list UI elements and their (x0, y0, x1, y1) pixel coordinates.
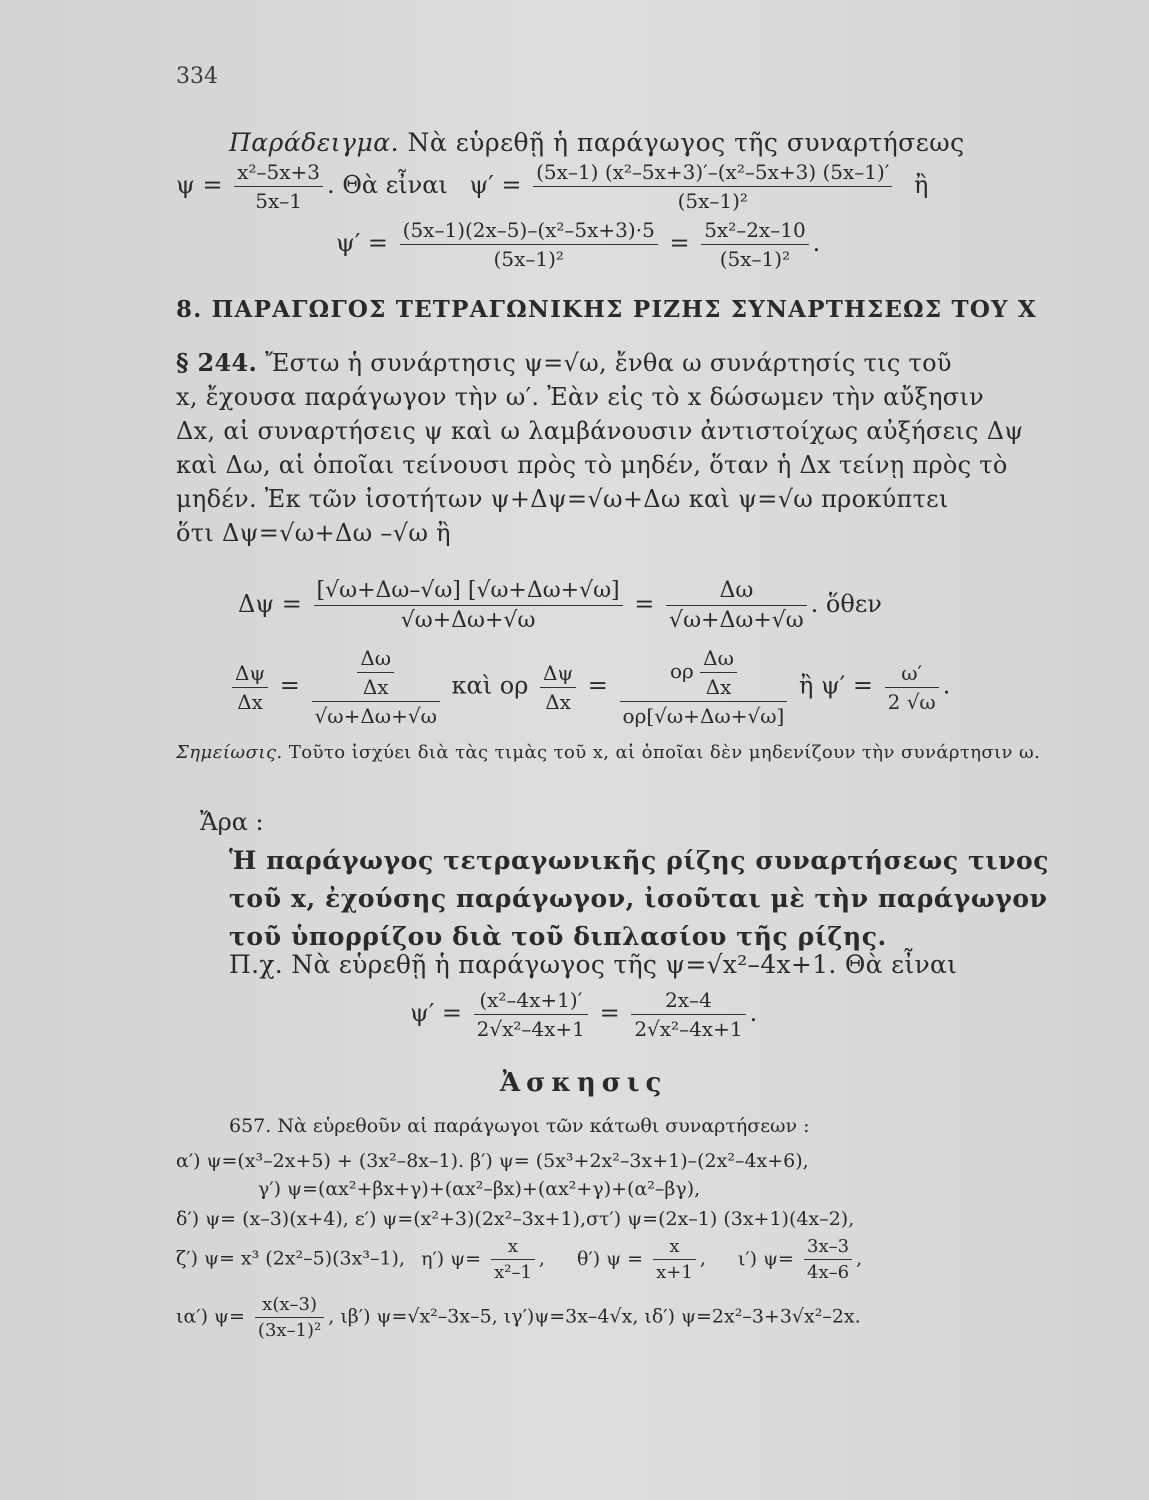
equals-sign: = (669, 229, 690, 257)
fraction-denominator: √ω+Δω+√ω (400, 608, 536, 633)
paragraph-line-2: x, ἔχουσα παράγωγον τὴν ω′. Ἐὰν εἰς τὸ x δώσωμεν τὴν αὔξησιν (176, 383, 985, 411)
exercise-iota: ι′) ψ= (737, 1247, 794, 1270)
paragraph-text: Ἔστω ἡ συνάρτησις ψ=√ω, ἔνθα ω συνάρτησίς τις τοῦ (265, 349, 952, 377)
fraction-denominator: (5x–1)² (719, 247, 791, 271)
inner-fraction (700, 646, 737, 699)
example-intro (229, 128, 965, 157)
exercise-header-text: Νὰ εὑρεθοῦν αἱ παράγωγοι τῶν κάτωθι συναρτήσεων : (277, 1115, 810, 1137)
paragraph-line-5: μηδέν. Ἐκ τῶν ἰσοτήτων ψ+Δψ=√ω+Δω καὶ ψ=√ω προκύπτει (176, 485, 949, 513)
fraction-denominator: √ω+Δω+√ω (314, 704, 437, 728)
period: . (812, 229, 821, 257)
psi-prime-symbol: ψ′ = (469, 171, 522, 199)
example-2-fraction-1 (474, 988, 588, 1041)
fraction-numerator: ω′ (885, 661, 939, 688)
fraction-numerator: x(x–3) (255, 1294, 324, 1318)
fraction-denominator: (5x–1)² (677, 189, 748, 213)
fraction-denominator: Δx (705, 675, 732, 699)
paragraph-244 (176, 346, 1076, 550)
fraction-numerator: Δω (357, 646, 394, 673)
page-number: 334 (176, 64, 218, 89)
compound-limit-fraction (620, 646, 788, 728)
fraction-denominator: ορ[√ω+Δω+√ω] (622, 704, 785, 728)
section-heading: 8. ΠΑΡΑΓΩΓΟΣ ΤΕΤΡΑΓΩΝΙΚΗΣ ΡΙΖΗΣ ΣΥΝΑΡΤΗΣΕΩΣ ΤΟΥ Χ (176, 296, 1037, 323)
exercise-eta: η′) ψ= (421, 1247, 482, 1270)
fraction-denominator: Δx (362, 675, 389, 699)
fraction-denominator: x+1 (656, 1262, 693, 1283)
psi-prime-symbol: ψ′ = (410, 999, 463, 1027)
exercise-theta: θ′) ψ = (577, 1247, 644, 1270)
fraction-denominator: x²–1 (494, 1262, 532, 1283)
fraction-denominator: 2 √ω (887, 689, 936, 714)
paragraph-line-3: Δx, αἱ συναρτήσεις ψ καὶ ω λαμβάνουσιν ἀντιστοίχως αὐξήσεις Δψ (176, 417, 1024, 445)
note-text: Τοῦτο ἰσχύει διὰ τὰς τιμὰς τοῦ x, αἱ ὁποῖαι δὲν μηδενίζουν τὴν συνάρτησιν ω. (288, 742, 1041, 763)
exercise-number: 657. (229, 1115, 272, 1137)
or-text: ἢ (914, 171, 929, 199)
exercise-row-2: γ′) ψ=(αx²+βx+γ)+(αx²–βx)+(αx²+γ)+(α²–βγ), (258, 1178, 701, 1200)
fraction-numerator: x (653, 1236, 696, 1260)
example-2-text: Π.χ. Νὰ εὑρεθῇ ἡ παράγωγος τῆς ψ=√x²–4x+1. Θὰ εἶναι (229, 950, 958, 979)
ratio-fraction-2 (540, 661, 576, 714)
rationalized-fraction (314, 578, 623, 633)
derivative-fraction-1 (533, 160, 892, 213)
period: . (942, 671, 951, 700)
section-mark: § 244. (176, 348, 258, 377)
derivative-fraction-2 (400, 218, 658, 271)
example-2-fraction-2 (631, 988, 745, 1041)
fraction-numerator: (x²–4x+1)′ (474, 988, 588, 1015)
exercises-title: Ἀσκησις (500, 1068, 668, 1098)
simplified-fraction (666, 578, 807, 633)
paragraph-line-1 (176, 346, 1076, 380)
exercise-ia-fraction (255, 1294, 324, 1341)
delta-psi-symbol: Δψ = (238, 590, 302, 618)
fraction-numerator: 2x–4 (631, 988, 745, 1015)
function-fraction (234, 160, 323, 213)
exercise-row-3: δ′) ψ= (x–3)(x+4), ε′) ψ=(x²+3)(2x²–3x+1),στ′) ψ=(2x–1) (3x+1)(4x–2), (176, 1208, 855, 1230)
psi-prime-symbol: ψ′ = (336, 229, 389, 257)
exercise-zeta: ζ′) ψ= x³ (2x²–5)(3x³–1), (176, 1247, 406, 1270)
theorem-statement: Ἡ παράγωγος τετραγωνικῆς ρίζης συναρτήσεως τινος τοῦ x, ἐχούσης παράγωγον, ἰσοῦται μὲ τὴν παράγωγον τοῦ ὑπορρίζου διὰ τοῦ διπλασίου τῆς ρίζης. (229, 846, 1050, 951)
equals-sign: = (599, 999, 620, 1027)
fraction-denominator: √ω+Δω+√ω (669, 608, 804, 633)
equals-sign: = (279, 671, 300, 700)
equals-sign: = (634, 590, 655, 618)
fraction-numerator: 5x²–2x–10 (701, 218, 808, 245)
tha-einai-text: . Θὰ εἶναι (327, 171, 448, 199)
fraction-denominator: (3x–1)² (257, 1320, 322, 1341)
fraction-denominator: (5x–1)² (493, 247, 564, 271)
exercise-header (229, 1115, 810, 1137)
period: . (749, 999, 758, 1027)
exercise-row-1: α′) ψ=(x³–2x+5) + (3x²–8x–1). β′) ψ= (5x³+2x²–3x+1)–(2x²–4x+6), (176, 1150, 809, 1172)
equals-sign: = (587, 671, 608, 700)
example-label: Παράδειγμα. (229, 128, 400, 157)
exercise-iota-fraction (804, 1236, 852, 1283)
fraction-numerator: Δψ (232, 661, 268, 688)
fraction-numerator: x²–5x+3 (234, 160, 323, 187)
example-formula-2 (336, 218, 820, 271)
fraction-numerator: 3x–3 (804, 1236, 852, 1260)
fraction-denominator: 4x–6 (807, 1262, 850, 1283)
fraction-denominator: 2√x²–4x+1 (476, 1017, 585, 1041)
fraction-denominator: Δx (237, 689, 263, 714)
fraction-numerator (312, 646, 440, 702)
exercise-row-4: ζ′) ψ= x³ (2x²–5)(3x³–1), η′) ψ= $\frac{x}{\text{x²–1}}$ , θ′) ψ = $\frac{x}{x+1}$ , ι′) ψ= $\frac{3x-3}{4x-6}$ , (176, 1236, 863, 1283)
fraction-numerator: Δω (666, 578, 807, 606)
note (176, 738, 1076, 768)
final-fraction (885, 661, 939, 714)
fraction-numerator: [√ω+Δω–√ω] [√ω+Δω+√ω] (314, 578, 623, 606)
note-label: Σημείωσις. (176, 742, 283, 763)
fraction-numerator: Δω (700, 646, 737, 673)
fraction-denominator: 5x–1 (255, 189, 302, 213)
hothen-text: . ὅθεν (810, 590, 882, 618)
fraction-denominator: 2√x²–4x+1 (634, 1017, 743, 1041)
fraction-denominator: Δx (545, 689, 571, 714)
psi-symbol: ψ = (176, 171, 223, 199)
derivation-line-1 (238, 578, 882, 633)
paragraph-line-4: καὶ Δω, αἱ ὁποῖαι τείνουσι πρὸς τὸ μηδέν, ὅταν ἡ Δx τείνῃ πρὸς τὸ (176, 451, 1008, 479)
fraction-numerator (620, 646, 788, 702)
fraction-numerator: (5x–1)(2x–5)–(x²–5x+3)·5 (400, 218, 658, 245)
inner-fraction (357, 646, 394, 699)
exercise-eta-fraction (491, 1236, 535, 1283)
exercise-theta-fraction (653, 1236, 696, 1283)
derivation-line-2 (228, 646, 950, 728)
example-formula-1 (176, 160, 928, 213)
exercise-row-5: ια′) ψ= $\frac{x(x-3)}{\text{(3x–1)²}}$ , ιβ′) ψ=√x²–3x–5, ιγ′)ψ=3x–4√x, ιδ′) ψ=2x²–3+3√x²–2x. (176, 1294, 861, 1341)
psi-prime-result: ἢ ψ′ = (798, 671, 873, 700)
paragraph-line-6: ὅτι Δψ=√ω+Δω –√ω ἢ (176, 519, 451, 547)
ratio-fraction (232, 661, 268, 714)
derivative-fraction-3 (701, 218, 808, 271)
fraction-numerator: x (491, 1236, 535, 1260)
example-text: Νὰ εὑρεθῇ ἡ παράγωγος τῆς συναρτήσεως (407, 128, 965, 157)
exercise-ia: ια′) ψ= (176, 1305, 245, 1328)
ara-text: Ἄρα : (200, 808, 264, 836)
fraction-numerator: Δψ (540, 661, 576, 688)
kai-or-text: καὶ ορ (451, 671, 529, 700)
example-2-formula (410, 988, 757, 1041)
compound-fraction (312, 646, 440, 728)
or-label: ορ (669, 659, 694, 683)
exercise-ib-id: ιβ′) ψ=√x²–3x–5, ιγ′)ψ=3x–4√x, ιδ′) ψ=2x²–3+3√x²–2x. (340, 1305, 861, 1328)
fraction-numerator: (5x–1) (x²–5x+3)′–(x²–5x+3) (5x–1)′ (533, 160, 892, 187)
